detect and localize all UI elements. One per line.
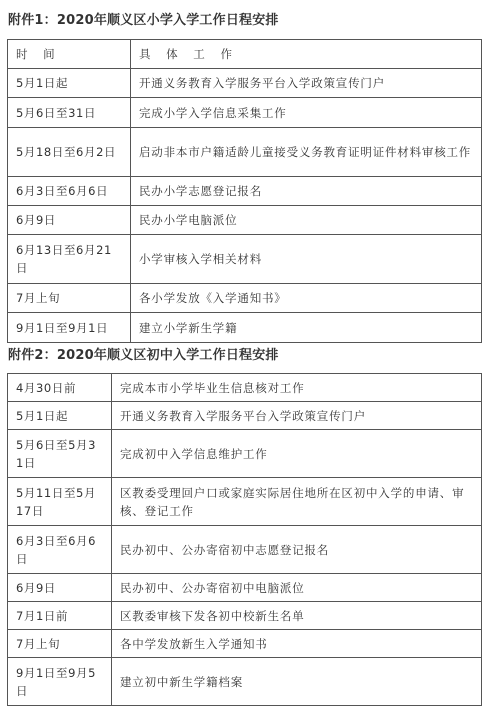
row-time: 5月6日至31日 — [8, 98, 131, 128]
row-work: 小学审核入学相关材料 — [131, 235, 482, 284]
table-row — [8, 402, 482, 430]
row-work: 完成小学入学信息采集工作 — [131, 98, 482, 128]
table-row — [8, 69, 482, 98]
row-work: 建立小学新生学籍 — [131, 313, 482, 343]
table-row — [8, 128, 482, 177]
table-row — [8, 574, 482, 602]
table-row — [8, 374, 482, 402]
row-time: 7月上旬 — [8, 284, 131, 313]
row-time: 6月13日至6月21日 — [8, 235, 131, 284]
table-row — [8, 206, 482, 235]
row-work: 民办初中、公办寄宿初中电脑派位 — [112, 574, 482, 602]
row-time: 6月3日至6月6日 — [8, 526, 112, 574]
row-time: 5月18日至6月2日 — [8, 128, 131, 177]
row-time: 5月1日起 — [8, 69, 131, 98]
table-row — [8, 658, 482, 706]
table-row — [8, 478, 482, 526]
row-time: 7月1日前 — [8, 602, 112, 630]
row-time: 6月3日至6月6日 — [8, 177, 131, 206]
row-time: 6月9日 — [8, 574, 112, 602]
row-time: 9月1日至9月5日 — [8, 658, 112, 706]
row-work: 民办小学志愿登记报名 — [131, 177, 482, 206]
row-work: 完成本市小学毕业生信息核对工作 — [112, 374, 482, 402]
row-work: 启动非本市户籍适龄儿童接受义务教育证明证件材料审核工作 — [131, 128, 482, 177]
table-row — [8, 630, 482, 658]
header-time: 时 间 — [8, 40, 131, 69]
table-row — [8, 177, 482, 206]
row-time: 5月11日至5月17日 — [8, 478, 112, 526]
row-time: 4月30日前 — [8, 374, 112, 402]
table-row — [8, 98, 482, 128]
row-work: 各中学发放新生入学通知书 — [112, 630, 482, 658]
row-work: 区教委受理回户口或家庭实际居住地所在区初中入学的申请、审核、登记工作 — [112, 478, 482, 526]
table-row — [8, 313, 482, 343]
table-row — [8, 602, 482, 630]
row-time: 9月1日至9月1日 — [8, 313, 131, 343]
table-row — [8, 526, 482, 574]
row-work: 民办小学电脑派位 — [131, 206, 482, 235]
row-time: 5月1日起 — [8, 402, 112, 430]
row-work: 开通义务教育入学服务平台入学政策宣传门户 — [131, 69, 482, 98]
row-work: 完成初中入学信息维护工作 — [112, 430, 482, 478]
table-header-row — [8, 40, 482, 69]
table-row — [8, 235, 482, 284]
row-time: 6月9日 — [8, 206, 131, 235]
primary-school-schedule-table — [7, 39, 482, 343]
row-work: 开通义务教育入学服务平台入学政策宣传门户 — [112, 402, 482, 430]
section2-title: 附件2：2020年顺义区初中入学工作日程安排 — [8, 348, 279, 363]
row-work: 区教委审核下发各初中校新生名单 — [112, 602, 482, 630]
header-work: 具 体 工 作 — [131, 40, 482, 69]
row-work: 建立初中新生学籍档案 — [112, 658, 482, 706]
row-time: 5月6日至5月31日 — [8, 430, 112, 478]
row-work: 民办初中、公办寄宿初中志愿登记报名 — [112, 526, 482, 574]
table-row — [8, 284, 482, 313]
row-time: 7月上旬 — [8, 630, 112, 658]
middle-school-schedule-table — [7, 373, 482, 706]
table-row — [8, 430, 482, 478]
row-work: 各小学发放《入学通知书》 — [131, 284, 482, 313]
section1-title: 附件1：2020年顺义区小学入学工作日程安排 — [8, 13, 279, 28]
